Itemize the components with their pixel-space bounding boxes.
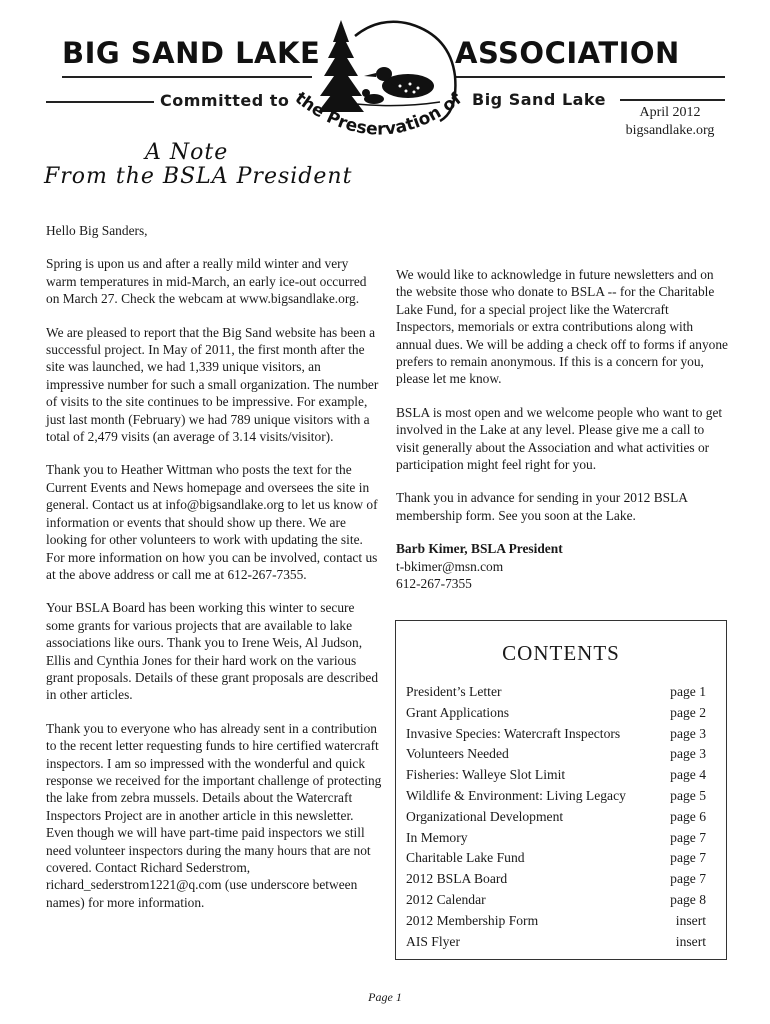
contents-item [396, 828, 726, 849]
tagline-arc-text: the Preservation of [290, 88, 466, 140]
contents-item [396, 932, 726, 953]
paragraph: BSLA is most open and we welcome people who want to get involved in the Lake at any level. Please give me a call to visit generally about the Association and what activities or participation might feel right for you. [396, 404, 723, 473]
contents-item-page: page 4 [670, 767, 706, 783]
contents-item [396, 869, 726, 890]
contents-item [396, 911, 726, 932]
contents-box [395, 620, 727, 960]
contents-item-label: 2012 Calendar [406, 891, 486, 907]
signature-block [396, 540, 728, 592]
contents-item-page: insert [675, 933, 706, 949]
contents-item-label: Grant Applications [406, 704, 510, 720]
contents-item-label: President’s Letter [406, 684, 502, 699]
contents-item-label: Charitable Lake Fund [406, 850, 525, 866]
page-number: Page 1 [368, 990, 402, 1004]
tagline-left: Committed to [160, 91, 290, 110]
contents-item [396, 848, 726, 869]
svg-text:the Preservation of [291, 88, 466, 139]
paragraph: Thank you in advance for sending in your 2012 BSLA membership form. See you soon at the Lake. [396, 490, 688, 523]
contents-item-page: page 7 [670, 871, 706, 887]
contents-item [396, 890, 726, 911]
heading-line-1: A Note [145, 140, 229, 165]
masthead-title-right: ASSOCIATION [455, 36, 680, 70]
left-column [46, 222, 382, 927]
paragraph: Your BSLA Board has been working this winter to secure some grants for various projects that are available to lake associations like ours. Thank you to Irene Weis, Al Judson, Ellis and Cynthia Jones for their hard work on the various grant proposals. Details of these grant proposals are described in other articles. [46, 600, 379, 703]
contents-item-page: page 7 [670, 829, 706, 845]
contents-item-page: page 3 [670, 746, 706, 762]
paragraph: We are pleased to report that the Big Sand website has been a successful project. In May of 2011, the first month after the site was launched, we had 1,339 unique visitors, an impressive number for such a small organization. The number of visits to the site continues to be impressive. For example, just last month (February) we had 789 unique visitors with a total of 2,479 visits (an average of 3.14 visits/visitor). [46, 324, 379, 445]
greeting: Hello Big Sanders, [46, 223, 148, 238]
contents-item [396, 724, 726, 745]
contents-item-page: insert [675, 912, 706, 928]
contents-item [396, 744, 726, 765]
heading-line-2: From the BSLA President [44, 164, 353, 189]
tagline-arc [286, 80, 476, 170]
contents-item-label: 2012 BSLA Board [406, 871, 508, 887]
contents-item-page: page 5 [670, 787, 706, 803]
contents-item-page: page 1 [670, 684, 706, 699]
masthead-rule-left-top [62, 76, 312, 78]
contents-item-label: In Memory [406, 829, 468, 845]
tagline-rule-left [46, 101, 154, 103]
paragraph: Spring is upon us and after a really mild winter and very warm temperatures in mid-March, an early ice-out occurred on March 27. Check the webcam at www.bigsandlake.org. [46, 256, 367, 307]
website-url: bigsandlake.org [625, 123, 715, 138]
contents-item-page: page 6 [670, 808, 706, 824]
paragraph: We would like to acknowledge in future newsletters and on the website those who donate to BSLA -- for the Charitable Lake Fund, for a special project like the Watercraft Inspectors, memorials or extra contributions along with annual dues. We will be adding a check off to forms if anyone prefers to remain anonymous. If this is a concern for you, please let me know. [396, 267, 728, 387]
right-column [396, 266, 728, 593]
contents-item [396, 786, 726, 807]
signature-phone: 612-267-7355 [396, 576, 472, 592]
issue-date-block [600, 104, 740, 140]
contents-item-page: page 7 [670, 850, 706, 866]
contents-item [396, 765, 726, 786]
contents-item [396, 807, 726, 828]
contents-item-label: Organizational Development [406, 808, 564, 824]
paragraph: Thank you to Heather Wittman who posts the text for the Current Events and News homepage and oversees the site in general. Contact us at info@bigsandlake.org to let us know of information or events that should show up there. We are looking for other volunteers to work with updating the site. For more information on how you can be involved, contact us at the above address or call me at 612-267-7355. [46, 462, 378, 582]
contents-item-page: page 2 [670, 704, 706, 720]
masthead-rule-right-top [455, 76, 725, 78]
contents-title: CONTENTS [502, 641, 620, 665]
contents-item-page: page 3 [670, 725, 706, 741]
tagline-right: Big Sand Lake [472, 90, 606, 109]
contents-item-page: page 8 [670, 891, 706, 907]
paragraph: Thank you to everyone who has already sent in a contribution to the recent letter requesting funds to hire certified watercraft inspectors. I am so impressed with the wonderful and quick response we received for the important challenge of protecting the lake from zebra mussels. Details about the Watercraft Inspectors Project are in another article in this newsletter. Even though we will have part-time paid inspectors we still need volunteer inspectors during the many hours that are not covered. Contact Richard Sederstrom, richard_sederstrom1221@q.com (use underscore between names) for more information. [46, 720, 382, 910]
masthead-title-left: BIG SAND LAKE [62, 36, 321, 70]
contents-item-label: Volunteers Needed [406, 746, 509, 762]
contents-item-label: Fisheries: Walleye Slot Limit [406, 767, 566, 783]
contents-item-label: AIS Flyer [406, 933, 460, 949]
contents-item-label: 2012 Membership Form [406, 912, 539, 928]
contents-item-label: Wildlife & Environment: Living Legacy [406, 787, 626, 803]
contents-item [396, 703, 726, 724]
tagline-rule-right [620, 99, 725, 101]
signature-name: Barb Kimer, BSLA President [396, 541, 563, 557]
signature-email: t-bkimer@msn.com [396, 558, 504, 574]
contents-item [396, 682, 726, 703]
contents-item-label: Invasive Species: Watercraft Inspectors [406, 725, 621, 741]
issue-date: April 2012 [639, 105, 701, 120]
